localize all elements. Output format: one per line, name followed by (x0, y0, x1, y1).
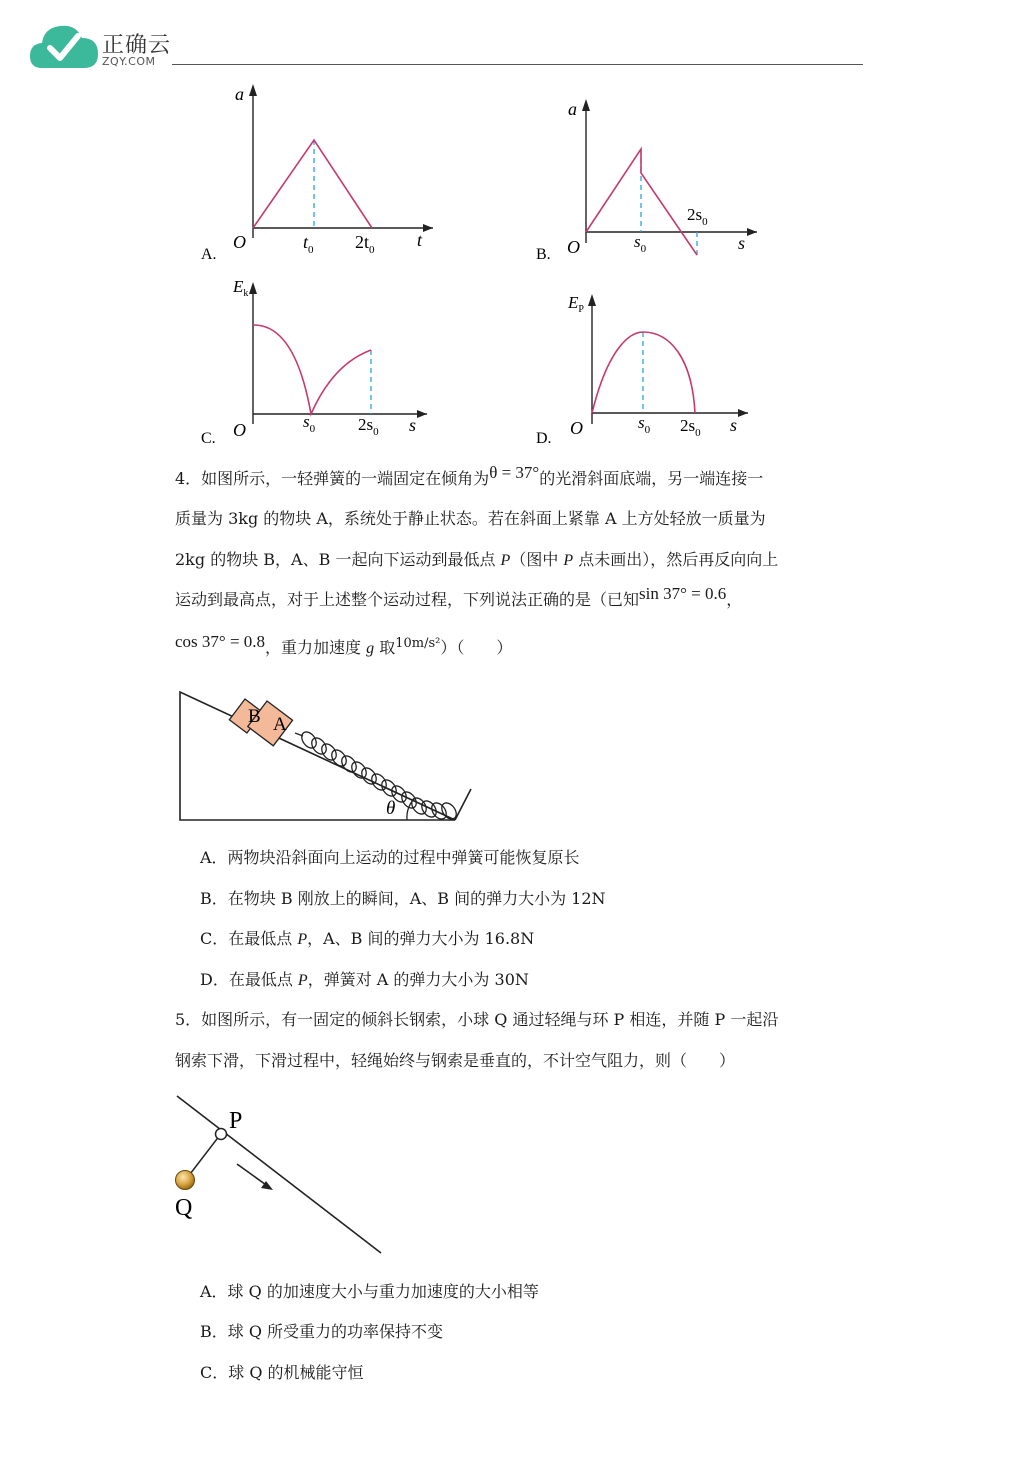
gravity-symbol: g (366, 640, 375, 657)
graph-option-a (195, 78, 455, 268)
graph-a-origin: O (233, 232, 246, 252)
graph-a-option-label: A. (201, 246, 217, 263)
q4-line4-start: 运动到最高点，对于上述整个运动过程，下列说法正确的是（已知 (175, 590, 640, 609)
steel-cable (177, 1096, 381, 1253)
graph-d-origin: O (570, 418, 583, 438)
graph-a-tick1: $t_0$ (303, 232, 314, 256)
q4-line-5 (175, 632, 513, 660)
q4-option-a[interactable] (200, 848, 580, 868)
graph-c-tick1: $s_0$ (303, 412, 316, 435)
graph-b-y-label: a (568, 99, 577, 119)
point-p: P (563, 552, 574, 569)
block-b-label: B (248, 706, 261, 727)
graph-b-x-label: s (738, 233, 746, 253)
graph-d-tick2: $2s_0$ (680, 416, 701, 439)
q4-line3-end: 点未画出），然后再反向向上 (573, 550, 779, 569)
graph-a-x-label: t (417, 230, 423, 250)
graph-a-svg (195, 78, 455, 268)
zqy-logo-icon (28, 22, 100, 72)
q4-line-4 (175, 584, 743, 610)
q4-line3-mid: （图中 (510, 550, 564, 569)
graph-c-origin: O (233, 420, 246, 440)
brand-name: 正确云 (102, 33, 172, 58)
q4-line1-end: 的光滑斜面底端，另一端连接一 (539, 469, 764, 488)
graph-b-tick2: $2s_0$ (687, 205, 708, 228)
graph-option-c (195, 272, 455, 452)
graph-c-x-label: s (409, 415, 417, 435)
angle-theta-label: θ (386, 798, 396, 819)
incline-spring-diagram (175, 685, 480, 830)
q4-line5-mid: ，重力加速度 (265, 638, 367, 657)
light-rope (187, 1135, 220, 1178)
brand-url: ZQY.COM (102, 55, 156, 68)
q4-line5-take: 取 (374, 638, 396, 657)
graph-a-tick2: $2t_0$ (355, 232, 375, 256)
q4-line-3 (175, 550, 778, 571)
theta-expression: θ = 37° (489, 463, 540, 482)
graph-d-x-label: s (730, 415, 738, 435)
graph-d-y-label: $E_P$ (568, 293, 584, 315)
point-p: P (297, 931, 308, 948)
q4-line4-end: ， (726, 590, 743, 609)
graph-d-tick1: $s_0$ (638, 413, 651, 436)
graph-c-option-label: C. (201, 430, 216, 447)
q5-option-c[interactable]: C．球 Q 的机械能守恒 (200, 1363, 364, 1382)
sin-expression: sin 37° = 0.6 (639, 584, 727, 603)
graph-d-option-label: D. (536, 430, 552, 447)
point-p: P (500, 552, 511, 569)
q4-line3-start: 2kg 的物块 B，A、B 一起向下运动到最低点 (175, 550, 501, 569)
graph-b-svg (530, 95, 770, 270)
graph-b-option-label: B. (536, 246, 551, 263)
ball-q (176, 1171, 195, 1190)
q4-line-1 (175, 463, 764, 489)
q5-option-b[interactable]: B．球 Q 所受重力的功率保持不变 (200, 1322, 444, 1341)
q5-line-2: 钢索下滑，下滑过程中，轻绳始终与钢索是垂直的，不计空气阻力，则（ ） (175, 1051, 736, 1070)
q4-option-c[interactable] (200, 929, 534, 950)
graph-c-tick2: $2s_0$ (358, 415, 379, 438)
header-rule (172, 64, 863, 65)
ball-q-label: Q (175, 1195, 193, 1221)
graph-b-tick1: $s_0$ (634, 232, 647, 255)
block-a-label: A (273, 714, 287, 735)
q4-option-a-text: A．两物块沿斜面向上运动的过程中弹簧可能恢复原长 (200, 848, 580, 867)
graph-d-svg (530, 288, 770, 452)
graph-b-origin: O (567, 237, 580, 257)
graph-option-b (530, 95, 770, 270)
q4-option-d[interactable] (200, 970, 529, 991)
ring-p-label: P (229, 1108, 243, 1134)
q4-option-c-post: ，A、B 间的弹力大小为 16.8N (307, 929, 535, 948)
q4-line1-start: 4．如图所示，一轻弹簧的一端固定在倾角为 (175, 469, 490, 488)
graph-option-d (530, 288, 770, 452)
q4-line-2: 质量为 3kg 的物块 A，系统处于静止状态。若在斜面上紧靠 A 上方处轻放一质量为 (175, 509, 766, 528)
q4-option-d-post: ，弹簧对 A 的弹力大小为 30N (307, 970, 529, 989)
graph-a-y-label: a (235, 84, 244, 104)
graph-c-svg (195, 272, 455, 452)
ring-p (216, 1129, 227, 1140)
graph-c-y-label: $E_k$ (233, 277, 249, 299)
q4-option-b[interactable] (200, 889, 606, 909)
gravity-value: 10m/s² (395, 636, 441, 651)
q5-line-1: 5．如图所示，有一固定的倾斜长钢索，小球 Q 通过轻绳与环 P 相连，并随 P 一起沿 (175, 1010, 779, 1029)
cos-expression: cos 37° = 0.8 (175, 632, 266, 651)
spring (295, 729, 459, 822)
point-p: P (297, 972, 308, 989)
cable-ball-diagram (165, 1090, 395, 1260)
q4-option-d-pre: D．在最低点 (200, 970, 298, 989)
q4-option-b-text: B．在物块 B 刚放上的瞬间，A、B 间的弹力大小为 12N (200, 889, 606, 908)
q5-option-a[interactable]: A．球 Q 的加速度大小与重力加速度的大小相等 (200, 1282, 539, 1301)
q4-line5-end: ）（ ） (440, 638, 513, 657)
q4-option-c-pre: C．在最低点 (200, 929, 298, 948)
